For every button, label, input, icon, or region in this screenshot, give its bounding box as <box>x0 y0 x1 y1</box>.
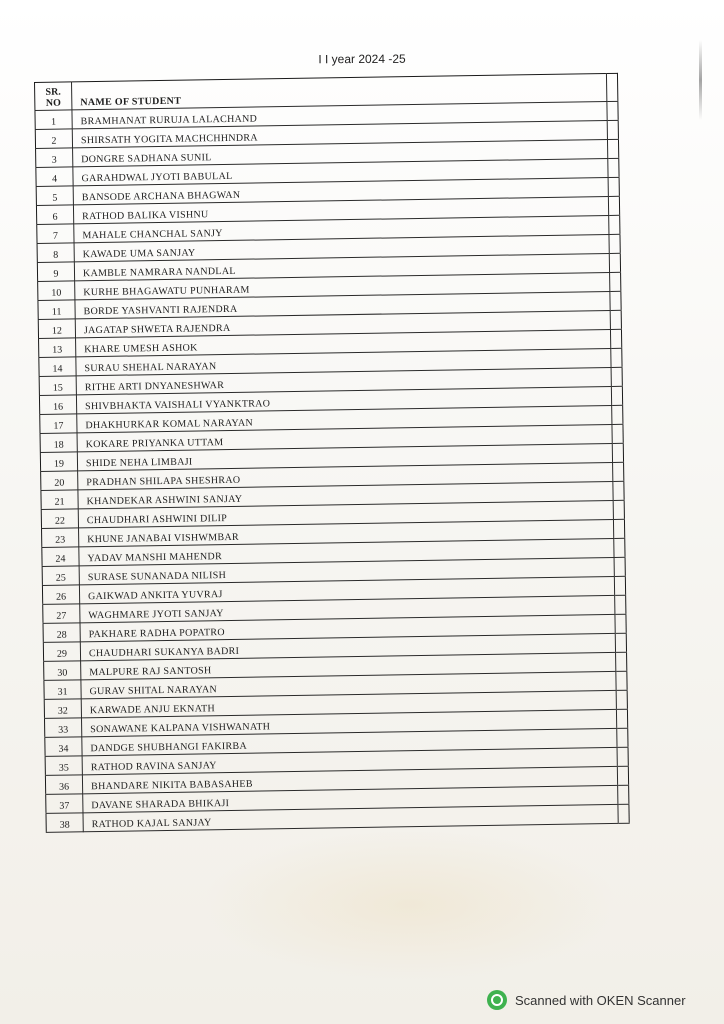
serial-number-cell: 20 <box>41 471 78 491</box>
blank-column-cell <box>612 405 623 424</box>
serial-number-cell: 27 <box>43 604 80 624</box>
student-name-cell: DHAKHURKAR KOMAL NARAYAN <box>77 405 612 432</box>
header-name-of-student: NAME OF STUDENT <box>72 74 607 110</box>
paper-stain <box>200 830 620 980</box>
student-name-cell: SHIRSATH YOGITA MACHCHHNDRA <box>72 121 607 148</box>
student-list-sheet <box>34 73 630 833</box>
blank-column-cell <box>614 576 625 595</box>
serial-number-cell: 21 <box>41 490 78 510</box>
blank-column-cell <box>612 443 623 462</box>
blank-column-cell <box>618 785 629 804</box>
serial-number-cell: 16 <box>39 395 76 415</box>
serial-number-cell: 7 <box>37 224 74 244</box>
serial-number-cell: 22 <box>41 509 78 529</box>
blank-column-cell <box>615 614 626 633</box>
student-name-cell: GAIKWAD ANKITA YUVRAJ <box>79 576 614 603</box>
student-name-cell: BRAMHANAT RURUJA LALACHAND <box>72 102 607 129</box>
student-name-cell: RATHOD BALIKA VISHNU <box>73 196 608 223</box>
student-name-cell: KOKARE PRIYANKA UTTAM <box>77 424 612 451</box>
serial-number-cell: 30 <box>44 661 81 681</box>
serial-number-cell: 23 <box>42 528 79 548</box>
student-name-cell: SONAWANE KALPANA VISHWANATH <box>81 709 616 736</box>
serial-number-cell: 25 <box>42 566 79 586</box>
serial-number-cell: 5 <box>36 186 73 206</box>
student-name-cell: JAGATAP SHWETA RAJENDRA <box>75 310 610 337</box>
blank-column-cell <box>618 804 629 823</box>
student-name-cell: KHUNE JANABAI VISHWMBAR <box>79 519 614 546</box>
serial-number-cell: 36 <box>45 775 82 795</box>
blank-column-cell <box>610 329 621 348</box>
serial-number-cell: 28 <box>43 623 80 643</box>
student-name-cell: CHAUDHARI ASHWINI DILIP <box>78 500 613 527</box>
blank-column-cell <box>610 310 621 329</box>
blank-column-cell <box>613 481 624 500</box>
blank-column-cell <box>616 652 627 671</box>
blank-column-cell <box>615 595 626 614</box>
page-title: I I year 2024 -25 <box>318 51 406 67</box>
student-table <box>34 73 630 833</box>
serial-number-cell: 11 <box>38 300 75 320</box>
serial-number-cell: 17 <box>40 414 77 434</box>
serial-number-cell: 8 <box>37 243 74 263</box>
student-name-cell: SHIDE NEHA LIMBAJI <box>77 443 612 470</box>
blank-column-cell <box>614 557 625 576</box>
student-name-cell: SHIVBHAKTA VAISHALI VYANKTRAO <box>76 386 611 413</box>
student-name-cell: BORDE YASHVANTI RAJENDRA <box>75 291 610 318</box>
student-name-cell: MAHALE CHANCHAL SANJY <box>74 215 609 242</box>
serial-number-cell: 29 <box>43 642 80 662</box>
blank-column-cell <box>614 538 625 557</box>
student-name-cell: PRADHAN SHILAPA SHESHRAO <box>78 462 613 489</box>
blank-column-cell <box>611 348 622 367</box>
serial-number-cell: 10 <box>38 281 75 301</box>
serial-number-cell: 1 <box>35 110 72 130</box>
blank-column-cell <box>613 462 624 481</box>
serial-number-cell: 19 <box>40 452 77 472</box>
serial-number-cell: 24 <box>42 547 79 567</box>
blank-column-cell <box>609 234 620 253</box>
serial-number-cell: 9 <box>37 262 74 282</box>
student-name-cell: SURAU SHEHAL NARAYAN <box>76 348 611 375</box>
serial-number-cell: 37 <box>46 794 83 814</box>
blank-column-cell <box>611 367 622 386</box>
student-name-cell: WAGHMARE JYOTI SANJAY <box>80 595 615 622</box>
student-name-cell: KAMBLE NAMRARA NANDLAL <box>74 253 609 280</box>
blank-column-cell <box>607 101 618 120</box>
serial-number-cell: 15 <box>39 376 76 396</box>
student-name-cell: GURAV SHITAL NARAYAN <box>81 671 616 698</box>
blank-column-cell <box>608 177 619 196</box>
blank-column-cell <box>612 424 623 443</box>
blank-column-cell <box>609 215 620 234</box>
student-name-cell: KHANDEKAR ASHWINI SANJAY <box>78 481 613 508</box>
student-name-cell: DONGRE SADHANA SUNIL <box>73 139 608 166</box>
serial-number-cell: 2 <box>35 129 72 149</box>
blank-column-cell <box>617 728 628 747</box>
blank-column-cell <box>616 709 627 728</box>
serial-number-cell: 13 <box>39 338 76 358</box>
student-name-cell: RITHE ARTI DNYANESHWAR <box>76 367 611 394</box>
blank-column-cell <box>610 291 621 310</box>
blank-column-cell <box>613 519 624 538</box>
serial-number-cell: 31 <box>44 680 81 700</box>
scanner-watermark-text: Scanned with OKEN Scanner <box>515 992 686 1008</box>
blank-column-cell <box>616 671 627 690</box>
student-name-cell: GARAHDWAL JYOTI BABULAL <box>73 158 608 185</box>
student-name-cell: KAWADE UMA SANJAY <box>74 234 609 261</box>
blank-column-cell <box>613 500 624 519</box>
blank-column-cell <box>615 633 626 652</box>
student-name-cell: RATHOD KAJAL SANJAY <box>83 804 618 831</box>
serial-number-cell: 14 <box>39 357 76 377</box>
student-name-cell: SURASE SUNANADA NILISH <box>79 557 614 584</box>
serial-number-cell: 38 <box>46 813 83 833</box>
student-name-cell: DANDGE SHUBHANGI FAKIRBA <box>82 728 617 755</box>
blank-column-cell <box>610 272 621 291</box>
blank-column-cell <box>617 747 628 766</box>
serial-number-cell: 12 <box>38 319 75 339</box>
blank-column-cell <box>609 253 620 272</box>
blank-column-cell <box>607 139 618 158</box>
serial-number-cell: 6 <box>36 205 73 225</box>
serial-number-cell: 33 <box>44 718 81 738</box>
blank-column-cell <box>616 690 627 709</box>
header-blank-column <box>606 73 617 101</box>
student-name-cell: KURHE BHAGAWATU PUNHARAM <box>75 272 610 299</box>
student-name-cell: PAKHARE RADHA POPATRO <box>80 614 615 641</box>
student-name-cell: YADAV MANSHI MAHENDR <box>79 538 614 565</box>
student-name-cell: KARWADE ANJU EKNATH <box>81 690 616 717</box>
student-name-cell: MALPURE RAJ SANTOSH <box>81 652 616 679</box>
student-name-cell: BANSODE ARCHANA BHAGWAN <box>73 177 608 204</box>
serial-number-cell: 34 <box>45 737 82 757</box>
oken-scanner-logo-icon <box>487 990 507 1010</box>
blank-column-cell <box>607 120 618 139</box>
serial-number-cell: 4 <box>36 167 73 187</box>
blank-column-cell <box>608 158 619 177</box>
student-name-cell: DAVANE SHARADA BHIKAJI <box>83 785 618 812</box>
serial-number-cell: 26 <box>42 585 79 605</box>
student-name-cell: KHARE UMESH ASHOK <box>76 329 611 356</box>
blank-column-cell <box>617 766 628 785</box>
student-name-cell: BHANDARE NIKITA BABASAHEB <box>82 766 617 793</box>
student-name-cell: CHAUDHARI SUKANYA BADRI <box>80 633 615 660</box>
serial-number-cell: 18 <box>40 433 77 453</box>
serial-number-cell: 3 <box>36 148 73 168</box>
header-sr-no: SR. NO <box>35 82 72 111</box>
scanner-watermark <box>487 990 686 1010</box>
student-name-cell: RATHOD RAVINA SANJAY <box>82 747 617 774</box>
blank-column-cell <box>611 386 622 405</box>
serial-number-cell: 35 <box>45 756 82 776</box>
serial-number-cell: 32 <box>44 699 81 719</box>
blank-column-cell <box>608 196 619 215</box>
